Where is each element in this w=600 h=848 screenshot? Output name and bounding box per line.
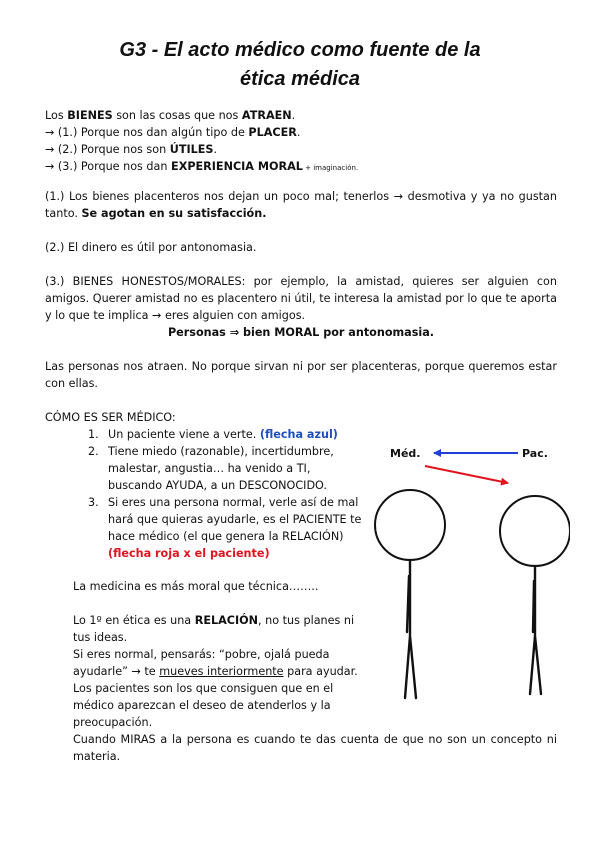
- document-title: [40, 36, 560, 94]
- centered-bold-line: Personas ⇒ bien MORAL por antonomasia.: [167, 326, 435, 339]
- underlined-run: mueves interiormente: [159, 665, 284, 678]
- paragraph-honestos: [45, 273, 557, 341]
- text-run: (3.) BIENES HONESTOS/MORALES: por ejemplo, la amistad, quieres ser alguien con amigos. Querer amistad no es placentero ni útil, te interesa la amistad por lo que te aporta y lo que te implica → eres alguien con amigos.: [45, 275, 557, 322]
- head-medico: [375, 490, 445, 560]
- body-medico: [405, 560, 416, 698]
- text-run: → (3.) Porque nos dan: [45, 160, 172, 173]
- text-run: .: [213, 143, 218, 156]
- paragraph-util: (2.) El dinero es útil por antonomasia.: [45, 241, 257, 254]
- bienes-reason-1: [45, 124, 557, 141]
- bold-run: EXPERIENCIA MORAL: [171, 160, 303, 173]
- text-run: , no tus planes ni tus ideas.: [73, 614, 355, 644]
- paragraph-relacion: [73, 612, 373, 646]
- text-run: Tiene miedo (razonable), incertidumbre, malestar, angustia… ha venido a TI, buscando AYUDA, a un DESCONOCIDO.: [108, 445, 334, 492]
- medico-list: [88, 426, 363, 562]
- label-paciente: Pac.: [522, 447, 548, 460]
- bold-run: BIENES: [67, 109, 113, 122]
- title-line-2: ética médica: [239, 68, 361, 90]
- stick-figure-paciente: [500, 496, 570, 694]
- text-run: Un paciente viene a verte.: [108, 428, 260, 441]
- paragraph-personas: Las personas nos atraen. No porque sirvan ni por ser placenteras, porque queremos estar con ellas.: [45, 360, 557, 390]
- list-number: 2.: [88, 445, 99, 458]
- label-medico: Méd.: [390, 447, 421, 460]
- list-number: 3.: [88, 496, 99, 509]
- text-run: para ayudar.: [283, 665, 358, 678]
- bold-run: ATRAEN: [241, 109, 292, 122]
- text-run: → (1.) Porque nos dan algún tipo de: [45, 126, 249, 139]
- paragraph-pacientes: Los pacientes son los que consiguen que en el médico aparezcan el deseo de atenderlos y la preocupación.: [73, 682, 334, 729]
- paragraph-moral: La medicina es más moral que técnica……..: [73, 580, 319, 593]
- list-item: [88, 426, 363, 443]
- bold-run: ÚTILES: [169, 143, 214, 156]
- paragraph-normal: [73, 646, 373, 680]
- bold-run: RELACIÓN: [194, 614, 259, 627]
- text-run: son las cosas que nos: [112, 109, 242, 122]
- list-item: [88, 494, 363, 562]
- bienes-section: [45, 107, 557, 177]
- list-item: [88, 443, 363, 494]
- paragraph-miras: Cuando MIRAS a la persona es cuando te das cuenta de que no son un concepto ni materia.: [73, 733, 557, 763]
- head-paciente: [500, 496, 570, 566]
- stick-figure-medico: [375, 490, 445, 698]
- text-run: (1.) Los bienes placenteros nos dejan un poco mal; tenerlos → desmotiva y ya no gustan tanto.: [45, 190, 557, 220]
- doctor-patient-figure: [370, 436, 570, 706]
- title-line-1: G3 - El acto médico como fuente de la: [119, 39, 481, 61]
- blue-annotation: (flecha azul): [259, 428, 338, 441]
- body-paciente: [530, 566, 541, 694]
- bold-run: PLACER: [248, 126, 297, 139]
- bienes-reason-2: [45, 141, 557, 158]
- text-run: .: [296, 126, 301, 139]
- text-run: Los: [45, 109, 68, 122]
- text-run: Lo 1º en ética es una: [73, 614, 195, 627]
- bold-run: Se agotan en su satisfacción.: [81, 207, 267, 220]
- bienes-intro: [45, 107, 557, 124]
- paragraph-placer: [45, 188, 557, 222]
- text-run: Si eres normal, pensarás: “pobre, ojalá pueda ayudarle” → te: [73, 648, 330, 678]
- section-heading-medico: CÓMO ES SER MÉDICO:: [45, 411, 176, 424]
- red-annotation: (flecha roja x el paciente): [108, 547, 270, 560]
- bienes-reason-3: [45, 158, 557, 177]
- red-arrow: [425, 466, 508, 483]
- list-number: 1.: [88, 428, 99, 441]
- text-run: Si eres una persona normal, verle así de mal hará que quieras ayudarle, es el PACIENTE te hace médico (el que genera la RELACIÓN): [108, 496, 362, 543]
- text-run: → (2.) Porque nos son: [45, 143, 170, 156]
- text-run: .: [291, 109, 296, 122]
- small-note: + imaginación.: [302, 164, 359, 172]
